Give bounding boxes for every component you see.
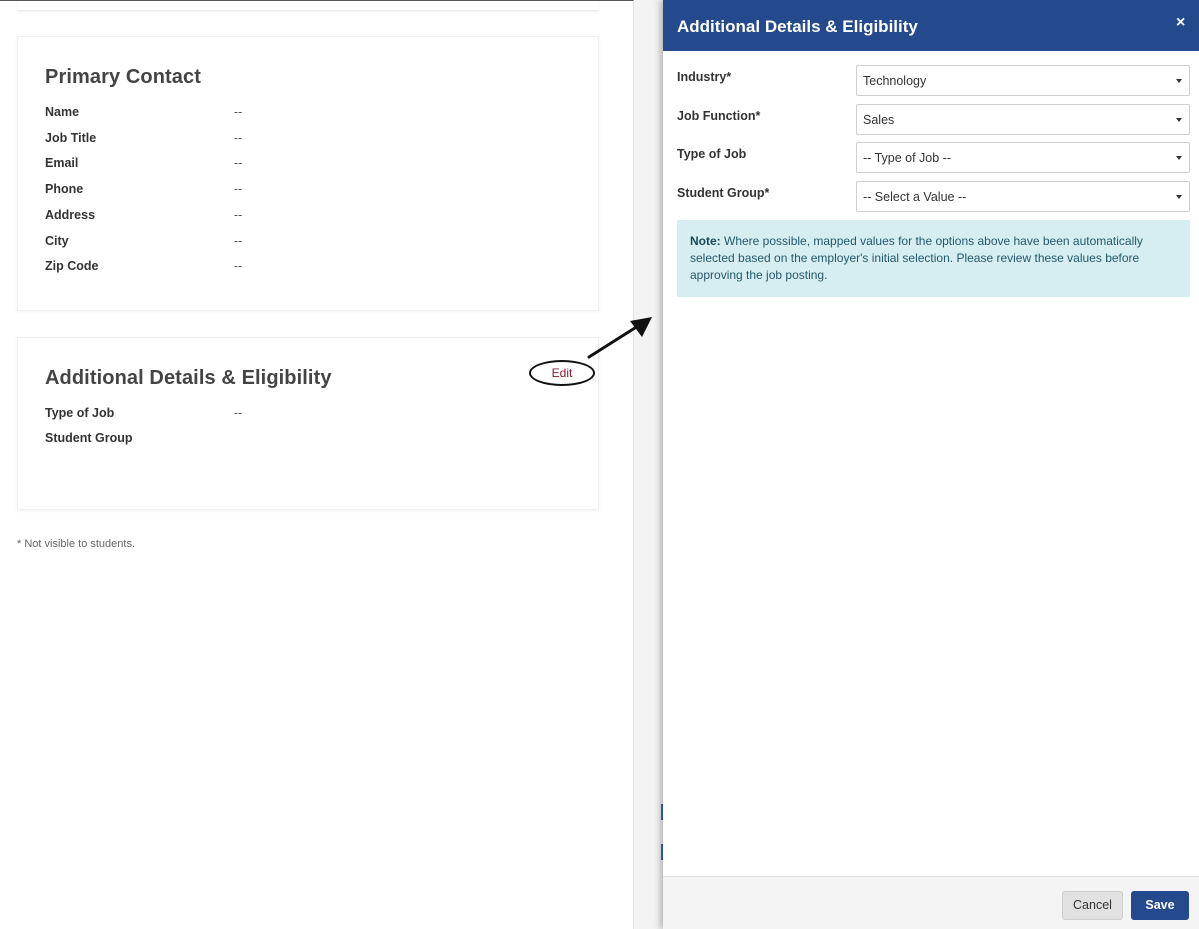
field-label: Job Title [45, 131, 97, 145]
close-icon[interactable]: × [1176, 14, 1186, 31]
field-label: Name [45, 105, 80, 119]
save-button[interactable]: Save [1131, 891, 1189, 920]
field-label: Zip Code [45, 259, 99, 273]
field-label: Phone [45, 182, 84, 196]
field-value: -- [234, 259, 243, 273]
type-of-job-select[interactable] [856, 142, 1190, 173]
job-function-select[interactable] [856, 104, 1190, 135]
panel-footer [663, 876, 1199, 929]
panel-title: Additional Details & Eligibility [677, 17, 918, 36]
field-label: City [45, 234, 69, 248]
panel-header [663, 0, 1199, 51]
previous-card-stub [17, 1, 599, 11]
edit-details-panel [663, 0, 1199, 929]
primary-contact-title: Primary Contact [45, 66, 201, 88]
field-value: -- [234, 406, 243, 420]
student-group-label: Student Group* [677, 186, 770, 200]
additional-details-card [17, 337, 599, 510]
job-function-select-value: Sales [863, 113, 895, 127]
visibility-footnote: * Not visible to students. [17, 538, 136, 550]
cancel-button[interactable]: Cancel [1062, 891, 1123, 920]
field-value: -- [234, 182, 243, 196]
field-value: -- [234, 131, 243, 145]
field-label: Student Group [45, 431, 133, 445]
type-of-job-select-value: -- Type of Job -- [863, 151, 951, 165]
field-value: -- [234, 208, 243, 222]
type-of-job-label: Type of Job [677, 147, 747, 161]
student-group-select[interactable] [856, 181, 1190, 212]
note-text: Where possible, mapped values for the options above have been automatically selected based on the employer's initial selection. Please review these values before approving the job posting. [690, 234, 1143, 282]
industry-select-value: Technology [863, 74, 927, 88]
industry-label: Industry* [677, 70, 732, 84]
chevron-down-icon [1176, 79, 1182, 83]
field-value: -- [234, 105, 243, 119]
annotation-arrow-icon [586, 313, 656, 361]
primary-contact-card [17, 36, 599, 311]
field-value: -- [234, 234, 243, 248]
edit-additional-details-link[interactable]: Edit [529, 360, 595, 386]
chevron-down-icon [1176, 156, 1182, 160]
field-label: Type of Job [45, 406, 115, 420]
chevron-down-icon [1176, 195, 1182, 199]
student-group-select-value: -- Select a Value -- [863, 190, 967, 204]
note-prefix: Note: [690, 234, 721, 248]
job-function-label: Job Function* [677, 109, 761, 123]
additional-details-title: Additional Details & Eligibility [45, 367, 332, 389]
chevron-down-icon [1176, 118, 1182, 122]
field-label: Address [45, 208, 96, 222]
mapping-note [677, 220, 1190, 297]
field-label: Email [45, 156, 79, 170]
industry-select[interactable] [856, 65, 1190, 96]
field-value: -- [234, 156, 243, 170]
